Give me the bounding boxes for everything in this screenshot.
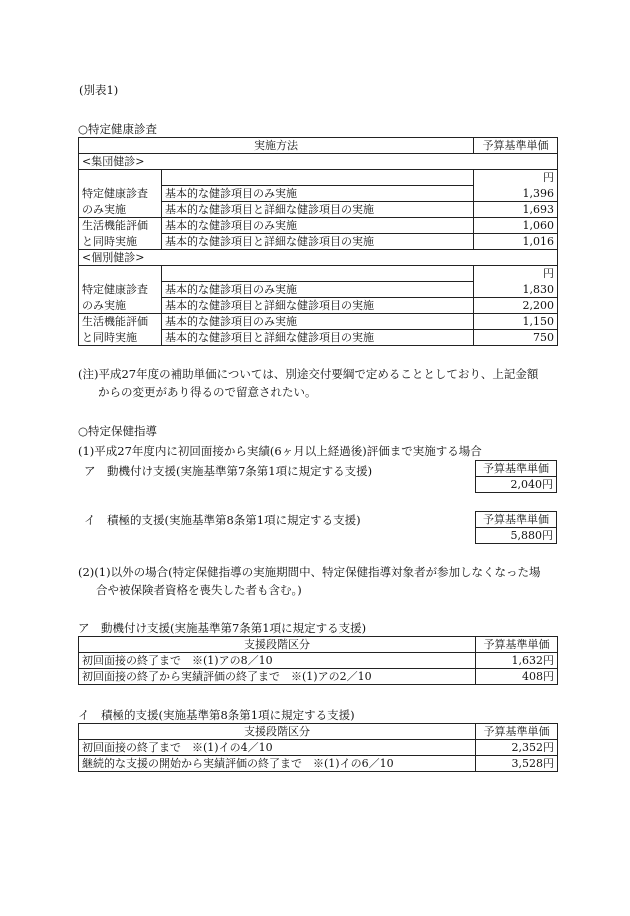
section-heading-guidance: ○特定保健指導	[78, 424, 158, 438]
table-row	[79, 653, 558, 669]
unit-row	[79, 266, 558, 282]
item-i-price-table	[475, 511, 557, 544]
note-line-1: (注)平成27年度の補助単価については、別途交付要綱で定めることとしており、上記金額	[78, 367, 539, 381]
table-row	[79, 756, 558, 772]
stage-cell: 初回面接の終了まで ※(1)イの4／10	[79, 740, 476, 756]
item-cell: 基本的な健診項目のみ実施	[162, 314, 474, 330]
price-cell: 408円	[476, 669, 558, 685]
price-cell: 1,150	[474, 314, 558, 330]
block-label: 生活機能評価	[79, 314, 162, 330]
col-header-price: 予算基準単価	[476, 512, 557, 528]
table-i-title: イ 積極的支援(実施基準第8条第1項に規定する支援)	[78, 708, 355, 722]
table-row	[79, 186, 558, 202]
table-row	[79, 740, 558, 756]
col-header-method: 実施方法	[79, 138, 474, 154]
table-header-row	[79, 138, 558, 154]
col-header-stage: 支援段階区分	[79, 637, 476, 653]
table-header-row	[79, 724, 558, 740]
item-cell: 基本的な健診項目のみ実施	[162, 186, 474, 202]
stage-cell: 初回面接の終了まで ※(1)アの8／10	[79, 653, 476, 669]
item-i-label: イ 積極的支援(実施基準第8条第1項に規定する支援)	[84, 513, 361, 527]
table-i	[78, 723, 558, 772]
col-header-price: 予算基準単価	[474, 138, 558, 154]
stage-cell: 継続的な支援の開始から実績評価の終了まで ※(1)イの6／10	[79, 756, 476, 772]
price-cell: 750	[474, 330, 558, 346]
block-label: のみ実施	[79, 298, 162, 314]
case-2-line-2: 合や被保険者資格を喪失した者も含む。)	[96, 583, 302, 597]
block-label: 生活機能評価	[79, 218, 162, 234]
item-cell: 基本的な健診項目のみ実施	[162, 282, 474, 298]
item-a-label: ア 動機付け支援(実施基準第7条第1項に規定する支援)	[84, 464, 373, 478]
case-2-line-1: (2)(1)以外の場合(特定保健指導の実施期間中、特定保健指導対象者が参加しなくなった場	[78, 565, 541, 579]
price-cell: 1,830	[474, 282, 558, 298]
price-cell: 1,693	[474, 202, 558, 218]
price-cell: 1,016	[474, 234, 558, 250]
item-cell: 基本的な健診項目と詳細な健診項目の実施	[162, 202, 474, 218]
note-line-2: からの変更があり得るので留意されたい。	[98, 385, 317, 399]
block-label: と同時実施	[79, 330, 162, 346]
table-row	[79, 234, 558, 250]
col-header-stage: 支援段階区分	[79, 724, 476, 740]
attachment-label: (別表1)	[79, 83, 119, 97]
item-cell: 基本的な健診項目と詳細な健診項目の実施	[162, 234, 474, 250]
price-cell: 1,396	[474, 186, 558, 202]
price-cell: 2,352円	[476, 740, 558, 756]
table-a-title: ア 動機付け支援(実施基準第7条第1項に規定する支援)	[78, 621, 367, 635]
col-header-price: 予算基準単価	[476, 637, 558, 653]
block-label: 特定健康診査	[79, 186, 162, 202]
block-label: 特定健康診査	[79, 282, 162, 298]
item-cell: 基本的な健診項目のみ実施	[162, 218, 474, 234]
unit-label: 円	[474, 170, 558, 186]
col-header-price: 予算基準単価	[476, 724, 558, 740]
price-cell: 3,528円	[476, 756, 558, 772]
table-row	[79, 298, 558, 314]
price-cell: 2,200	[474, 298, 558, 314]
unit-label: 円	[474, 266, 558, 282]
group-name: <個別健診>	[79, 250, 558, 266]
table-a	[78, 636, 558, 685]
table-row	[79, 218, 558, 234]
group-name: <集団健診>	[79, 154, 558, 170]
block-label: のみ実施	[79, 202, 162, 218]
table-row	[79, 669, 558, 685]
table-row	[79, 314, 558, 330]
table-row	[79, 330, 558, 346]
case-1-heading: (1)平成27年度内に初回面接から実績(6ヶ月以上経過後)評価まで実施する場合	[78, 444, 482, 458]
table-row	[79, 202, 558, 218]
price-cell: 1,060	[474, 218, 558, 234]
item-cell: 基本的な健診項目と詳細な健診項目の実施	[162, 298, 474, 314]
group-row	[79, 250, 558, 266]
item-a-price-table	[475, 460, 557, 493]
table-header-row	[79, 637, 558, 653]
section-heading-checkup: ○特定健康診査	[78, 122, 158, 136]
block-label: と同時実施	[79, 234, 162, 250]
price-cell: 5,880円	[476, 528, 557, 544]
price-cell: 1,632円	[476, 653, 558, 669]
unit-row	[79, 170, 558, 186]
price-cell: 2,040円	[476, 477, 557, 493]
group-row	[79, 154, 558, 170]
checkup-price-table	[78, 137, 558, 346]
table-row	[79, 282, 558, 298]
stage-cell: 初回面接の終了から実績評価の終了まで ※(1)アの2／10	[79, 669, 476, 685]
col-header-price: 予算基準単価	[476, 461, 557, 477]
item-cell: 基本的な健診項目と詳細な健診項目の実施	[162, 330, 474, 346]
